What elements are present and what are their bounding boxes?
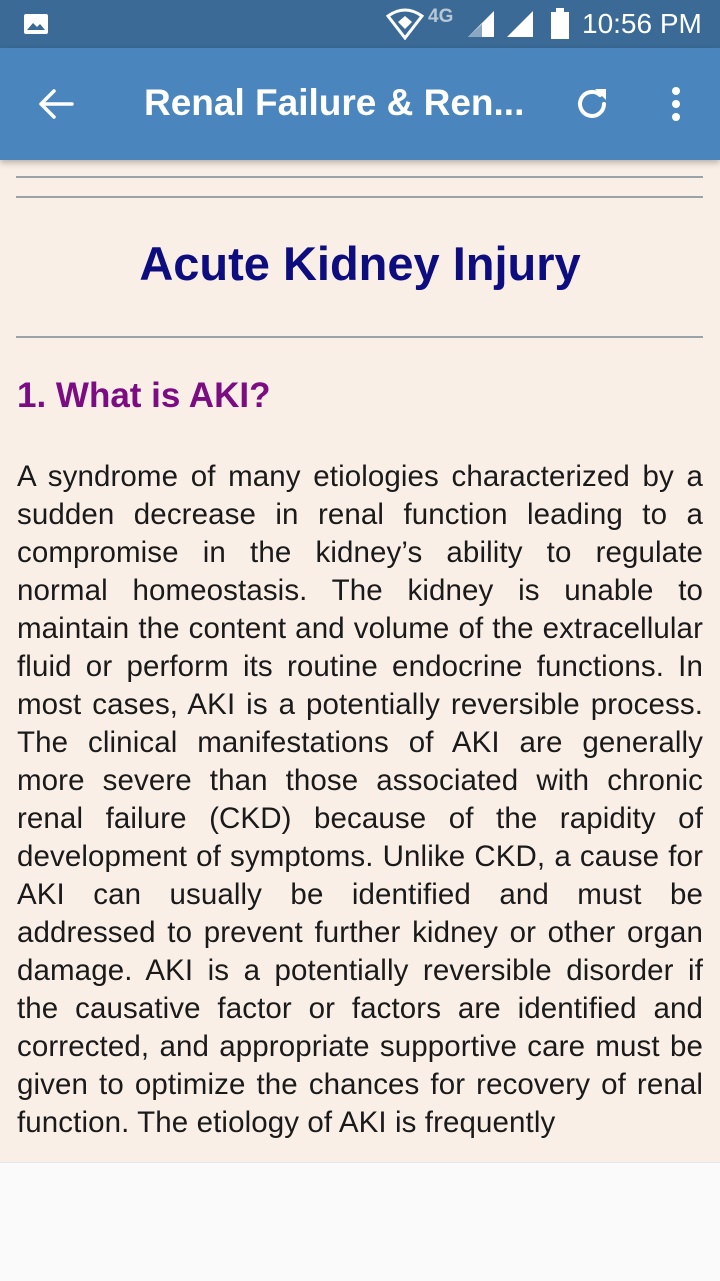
wifi-icon [386,8,424,40]
signal-icon [466,10,496,38]
article-heading: Acute Kidney Injury [139,237,581,290]
divider [16,176,703,178]
section-title: 1. What is AKI? [17,376,271,415]
more-vert-icon [670,86,682,122]
refresh-icon [573,85,611,123]
app-bar-title: Renal Failure & Ren... [144,82,524,123]
back-button[interactable] [24,76,88,132]
refresh-button[interactable] [566,78,618,130]
network-type-label: 4G [428,6,454,27]
article-body-text: A syndrome of many etiologies characterized by a sudden decrease in renal function leading to a compromise in the kidney’s ability to regulate normal homeostasis. The kidney is unable to maintain the content and volume of the extracellular fluid or perform its routine endocrine functions. In most cases, AKI is a potentially reversible process. The clinical manifestations of AKI are generally more severe than those associated with chronic renal failure (CKD) because of the rapidity of development of symptoms. Unlike CKD, a cause for AKI can usually be identified and must be addressed to prevent further kidney or other organ damage. AKI is a potentially reversible disorder if the causative factor or factors are identified and corrected, and appropriate supportive care must be given to optimize the chances for recovery of renal function. The etiology of AKI is frequently [17,460,703,1139]
bottom-blank-area [0,1162,720,1281]
arrow-left-icon [38,88,74,120]
divider [16,336,703,338]
gallery-icon [23,13,49,35]
battery-icon [550,8,570,40]
status-clock: 10:56 PM [582,8,702,39]
divider [16,196,703,198]
status-bar [0,0,720,48]
app-bar [0,48,720,160]
more-options-button[interactable] [652,78,700,130]
signal-icon [505,10,535,38]
article-content[interactable] [0,160,720,1162]
